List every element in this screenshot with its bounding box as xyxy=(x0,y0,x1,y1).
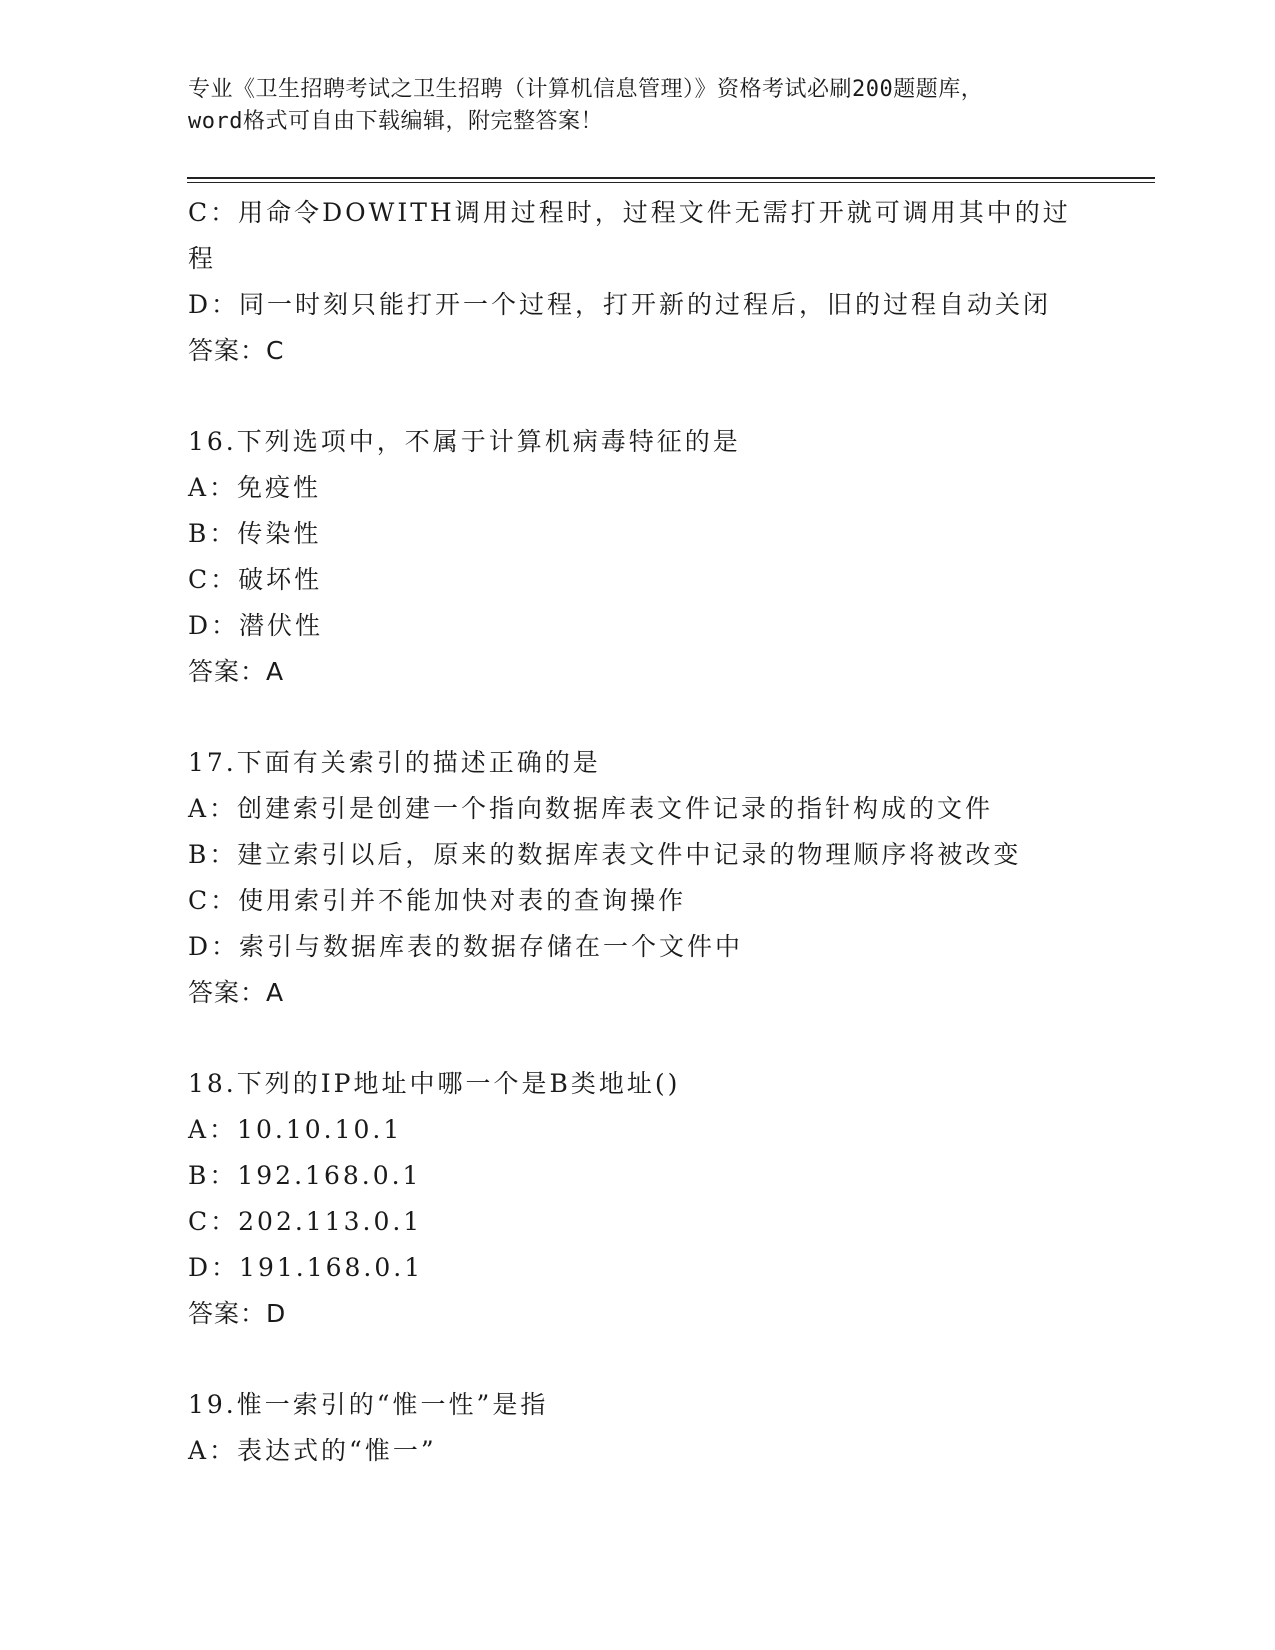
question-18 xyxy=(188,1061,1088,1337)
option-b: B：传染性 xyxy=(188,519,322,548)
option-a: A：创建索引是创建一个指向数据库表文件记录的指针构成的文件 xyxy=(188,794,994,823)
option-d: D：索引与数据库表的数据存储在一个文件中 xyxy=(188,932,744,961)
question-stem: 19.惟一索引的“惟一性”是指 xyxy=(188,1390,549,1419)
answer-line: 答案：A xyxy=(188,978,285,1007)
answer-line: 答案：C xyxy=(188,336,285,365)
question-17 xyxy=(188,740,1088,1016)
header-line-2: word格式可自由下载编辑，附完整答案！ xyxy=(188,109,603,134)
option-c: C：破坏性 xyxy=(188,565,323,594)
header-line-1: 专业《卫生招聘考试之卫生招聘（计算机信息管理）》资格考试必刷200题题库， xyxy=(188,77,984,102)
spacer xyxy=(188,695,1088,740)
question-19 xyxy=(188,1382,1088,1474)
question-stem: 18.下列的IP地址中哪一个是B类地址() xyxy=(188,1069,681,1098)
option-a: A：表达式的“惟一” xyxy=(188,1436,437,1465)
header-divider-thin xyxy=(187,182,1155,183)
question-16 xyxy=(188,419,1088,695)
document-header xyxy=(188,74,1088,138)
option-c: C：用命令DOWITH调用过程时，过程文件无需打开就可调用其中的过 xyxy=(188,198,1071,227)
question-stem: 17.下面有关索引的描述正确的是 xyxy=(188,748,601,777)
header-divider-thick xyxy=(187,177,1155,179)
question-content xyxy=(188,190,1088,1474)
question-stem: 16.下列选项中，不属于计算机病毒特征的是 xyxy=(188,427,741,456)
answer-line: 答案：D xyxy=(188,1299,287,1328)
option-b: B：建立索引以后，原来的数据库表文件中记录的物理顺序将被改变 xyxy=(188,840,1022,869)
previous-question-block xyxy=(188,190,1088,374)
option-c: C：202.113.0.1 xyxy=(188,1207,423,1236)
option-b: B：192.168.0.1 xyxy=(188,1161,422,1190)
option-d: D：同一时刻只能打开一个过程，打开新的过程后，旧的过程自动关闭 xyxy=(188,290,1052,319)
option-d: D：191.168.0.1 xyxy=(188,1253,424,1282)
answer-line: 答案：A xyxy=(188,657,285,686)
spacer xyxy=(188,1337,1088,1382)
option-c-continued: 程 xyxy=(188,244,217,273)
option-d: D：潜伏性 xyxy=(188,611,324,640)
option-a: A：10.10.10.1 xyxy=(188,1115,403,1144)
spacer xyxy=(188,374,1088,419)
spacer xyxy=(188,1016,1088,1061)
option-c: C：使用索引并不能加快对表的查询操作 xyxy=(188,886,687,915)
option-a: A：免疫性 xyxy=(188,473,322,502)
